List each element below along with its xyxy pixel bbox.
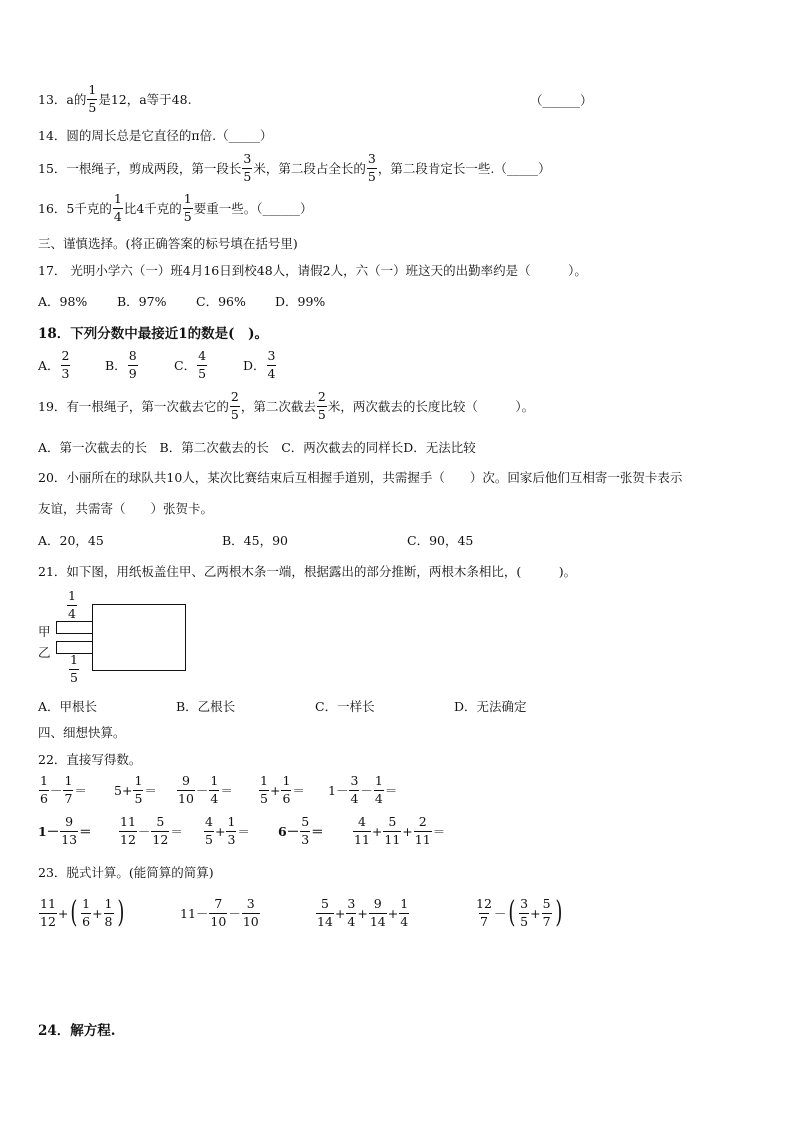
cardboard	[92, 604, 186, 671]
fraction: $\frac{1}{4}$	[113, 191, 122, 224]
fraction: $\frac{3}{5}$	[367, 151, 376, 184]
question-22-title: 22．直接写得数。	[38, 752, 142, 767]
bottom-fraction: $\frac{1}{5}$	[70, 652, 78, 685]
answer-blank-13[interactable]: （______）	[530, 93, 593, 108]
label-yi: 乙	[38, 645, 51, 660]
expression: $\frac{1}{5}$ + $\frac{1}{6}$ ＝	[260, 773, 305, 806]
question-16: 16．5千克的 $\frac{1}{4}$ 比4千克的 $\frac{1}{5}$ 要重一些。（______）	[38, 191, 313, 224]
section-heading-4: 四、细想快算。	[38, 725, 126, 740]
question-20-line1: 20．小丽所在的球队共10人，某次比赛结束后互相握手道别，共需握手（ ）次。回家后他们互相寄一张贺卡表示	[38, 470, 683, 485]
expression: 5+ $\frac{1}{5}$ ＝	[114, 773, 157, 806]
expression: $\frac{9}{10}$ － $\frac{1}{4}$ ＝	[178, 773, 233, 806]
expression: $\frac{4}{5}$ + $\frac{1}{3}$ ＝	[205, 814, 250, 847]
option-a[interactable]: A． $\frac{2}{3}$	[38, 348, 70, 381]
option-c[interactable]: C． $\frac{4}{5}$	[174, 348, 207, 381]
question-15: 15．一根绳子，剪成两段，第一段长 $\frac{3}{5}$ 米，第二段占全长的 $\frac{3}{5}$ ，第二段肯定长一些.（_____）	[38, 151, 551, 184]
option-d[interactable]: D．无法确定	[454, 699, 527, 714]
section-heading-3: 三、谨慎选择。(将正确答案的标号填在括号里)	[38, 236, 298, 251]
expression: $\frac{11}{12}$ + ( $\frac{1}{6}$ + $\frac{1}{8}$ )	[40, 895, 124, 930]
option-d[interactable]: D． $\frac{3}{4}$	[243, 348, 276, 381]
question-14: 14．圆的周长总是它直径的π倍.（_____）	[38, 128, 273, 143]
top-fraction: $\frac{1}{4}$	[68, 588, 76, 621]
expression: 1－ $\frac{3}{4}$ － $\frac{1}{4}$ ＝	[328, 773, 398, 806]
expression: $\frac{11}{12}$ － $\frac{5}{12}$ ＝	[120, 814, 183, 847]
expression: $\frac{4}{11}$ + $\frac{5}{11}$ + $\frac{2}{11}$ ＝	[354, 814, 446, 847]
option-a[interactable]: A．甲根长	[38, 699, 98, 714]
option-c[interactable]: C．90，45	[407, 533, 474, 548]
expression: $\frac{1}{6}$ － $\frac{1}{7}$ ＝	[40, 773, 87, 806]
question-text: 是12，a等于48.	[98, 92, 192, 107]
wood-strips-figure	[38, 588, 198, 688]
fraction: $\frac{1}{5}$	[88, 82, 97, 115]
question-text: a的	[66, 92, 87, 107]
question-20-line2: 友谊，共需寄（ ）张贺卡。	[38, 501, 214, 516]
question-23-title: 23．脱式计算。(能简算的简算)	[38, 865, 214, 880]
question-19: 19．有一根绳子，第一次截去它的 $\frac{2}{5}$ ，第二次截去 $\frac{2}{5}$ 米，两次截去的长度比较（ ）。	[38, 389, 535, 422]
label-jia: 甲	[38, 624, 51, 639]
option-b[interactable]: B．45，90	[222, 533, 288, 548]
expression: 6－ $\frac{5}{3}$ ＝	[278, 814, 324, 847]
expression: 1－ $\frac{9}{13}$ ＝	[38, 814, 92, 847]
option-b[interactable]: B．97%	[117, 294, 167, 309]
option-c[interactable]: C．96%	[196, 294, 246, 309]
expression: $\frac{5}{14}$ + $\frac{3}{4}$ + $\frac{9}{14}$ + $\frac{1}{4}$	[317, 896, 409, 929]
expression: 11－ $\frac{7}{10}$ － $\frac{3}{10}$	[180, 896, 259, 929]
strip-jia	[56, 621, 93, 634]
fraction: $\frac{1}{5}$	[183, 191, 192, 224]
question-24-title: 24．解方程.	[38, 1023, 116, 1039]
question-number: 13．	[38, 92, 67, 107]
option-a[interactable]: A．20，45	[38, 533, 104, 548]
option-d[interactable]: D．99%	[275, 294, 326, 309]
option-a[interactable]: A．98%	[38, 294, 88, 309]
question-17: 17． 光明小学六（一）班4月16日到校48人，请假2人，六（一）班这天的出勤率约是（ ）。	[38, 263, 587, 278]
expression: $\frac{12}{7}$ － ( $\frac{3}{5}$ + $\frac{5}{7}$ )	[476, 895, 562, 930]
question-18: 18．下列分数中最接近1的数是( )。	[38, 326, 268, 342]
option-c[interactable]: C．一样长	[315, 699, 375, 714]
options-19[interactable]: A．第一次截去的长 B．第二次截去的长 C．两次截去的同样长D．无法比较	[38, 440, 476, 455]
option-b[interactable]: B．乙根长	[176, 699, 236, 714]
fraction: $\frac{3}{5}$	[243, 151, 252, 184]
question-13	[38, 84, 192, 114]
question-21: 21．如下图，用纸板盖住甲、乙两根木条一端，根据露出的部分推断，两根木条相比，( )。	[38, 564, 577, 579]
option-b[interactable]: B． $\frac{8}{9}$	[105, 348, 137, 381]
